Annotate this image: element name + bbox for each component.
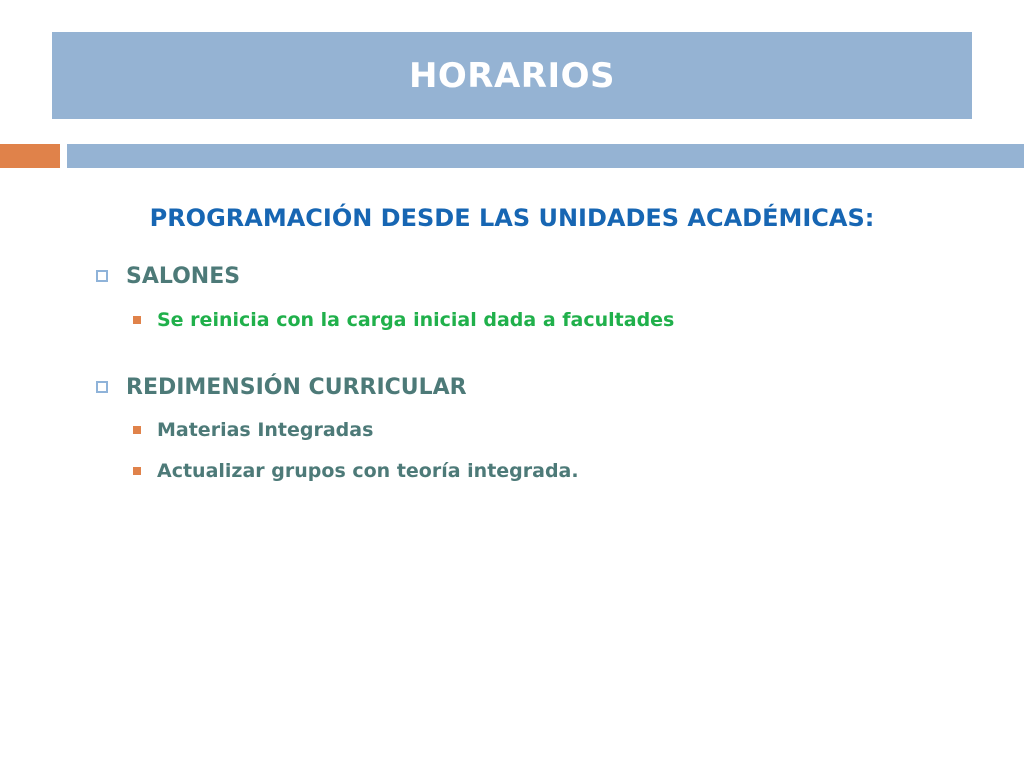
filled-square-bullet-icon [133,467,141,475]
filled-square-bullet-icon [133,316,141,324]
sub-bullet-materias-integradas [133,417,373,443]
filled-square-bullet-icon [133,426,141,434]
bullet-redimension-curricular [96,372,467,402]
slide-title: HORARIOS [408,55,616,96]
hollow-square-bullet-icon [96,381,108,393]
sub-bullet-text: Materias Integradas [157,419,374,441]
hollow-square-bullet-icon [96,270,108,282]
bullet-salones [96,261,240,291]
slide-subtitle: PROGRAMACIÓN DESDE LAS UNIDADES ACADÉMICAS: [149,204,875,232]
accent-bar-blue [67,144,1024,168]
sub-bullet-text: Se reinicia con la carga inicial dada a facultades [157,309,675,331]
sub-bullet-carga-inicial [133,307,674,333]
accent-bar-orange [0,144,60,168]
bullet-text: SALONES [126,263,241,289]
title-bar [52,32,972,119]
bullet-text: REDIMENSIÓN CURRICULAR [126,374,467,400]
sub-bullet-text: Actualizar grupos con teoría integrada. [157,460,579,482]
sub-bullet-actualizar-grupos [133,458,579,484]
